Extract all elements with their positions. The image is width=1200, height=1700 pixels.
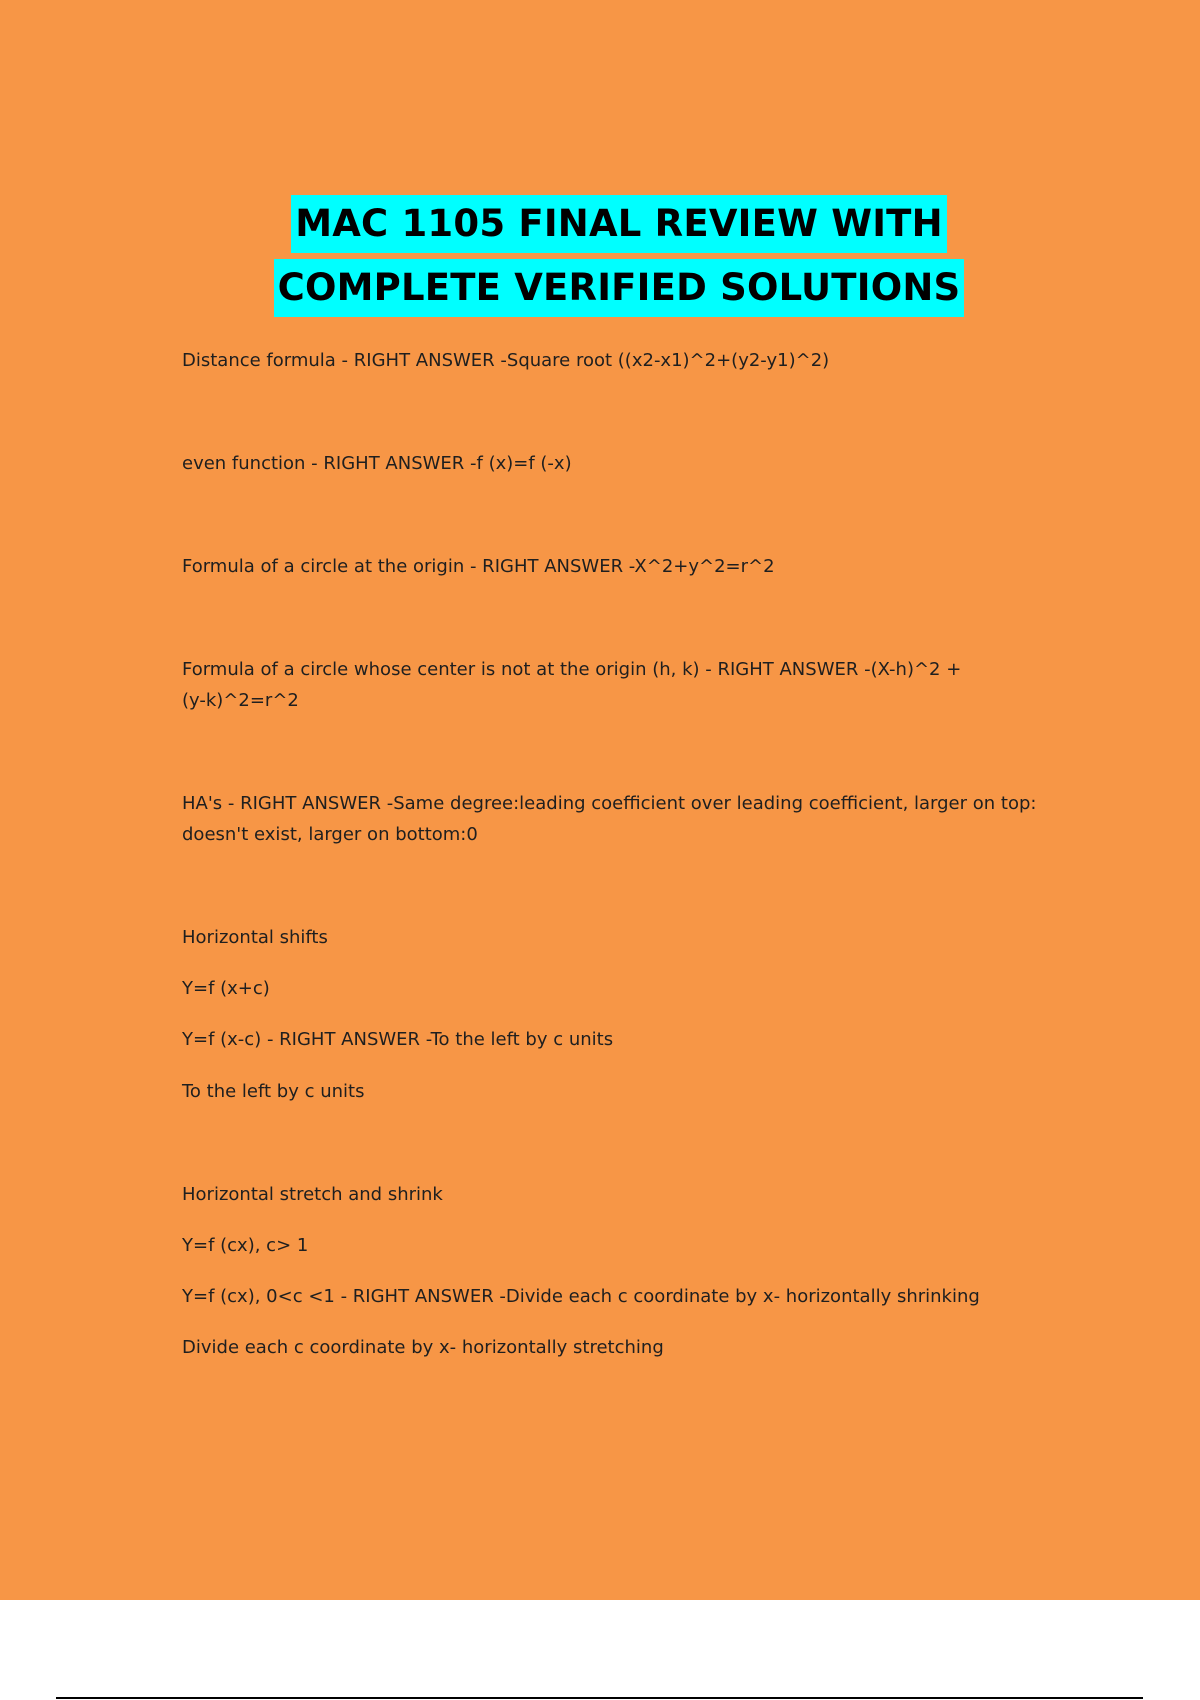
footer-divider <box>56 1697 1143 1699</box>
document-title <box>0 195 1200 317</box>
title-line-1: MAC 1105 FINAL REVIEW WITH <box>291 195 947 253</box>
title-line-2: COMPLETE VERIFIED SOLUTIONS <box>274 259 965 317</box>
entry-stretch-shrink-heading: Horizontal stretch and shrink <box>182 1184 443 1205</box>
entry-ha-line-2: doesn't exist, larger on bottom:0 <box>182 824 478 845</box>
entry-circle-center-line-1: Formula of a circle whose center is not at the origin (h, k) - RIGHT ANSWER -(X-h)^2 + <box>182 659 962 680</box>
entry-horizontal-shifts-heading: Horizontal shifts <box>182 927 328 948</box>
entry-horizontal-shifts-line-3: Y=f (x-c) - RIGHT ANSWER -To the left by c units <box>182 1029 614 1050</box>
entry-circle-origin: Formula of a circle at the origin - RIGHT ANSWER -X^2+y^2=r^2 <box>182 556 775 577</box>
entry-ha-line-1: HA's - RIGHT ANSWER -Same degree:leading coefficient over leading coefficient, larger on top: <box>182 793 1037 814</box>
entry-horizontal-shifts-line-4: To the left by c units <box>182 1081 365 1102</box>
entry-horizontal-shifts-line-2: Y=f (x+c) <box>182 978 270 999</box>
entry-distance-formula: Distance formula - RIGHT ANSWER -Square root ((x2-x1)^2+(y2-y1)^2) <box>182 350 830 371</box>
entry-even-function: even function - RIGHT ANSWER -f (x)=f (-x) <box>182 453 572 474</box>
entry-stretch-shrink-line-2: Y=f (cx), c> 1 <box>182 1235 309 1256</box>
entry-stretch-shrink-line-4: Divide each c coordinate by x- horizontally stretching <box>182 1337 664 1358</box>
entry-circle-center-line-2: (y-k)^2=r^2 <box>182 690 299 711</box>
entry-stretch-shrink-line-3: Y=f (cx), 0<c <1 - RIGHT ANSWER -Divide each c coordinate by x- horizontally shrinking <box>182 1286 980 1307</box>
